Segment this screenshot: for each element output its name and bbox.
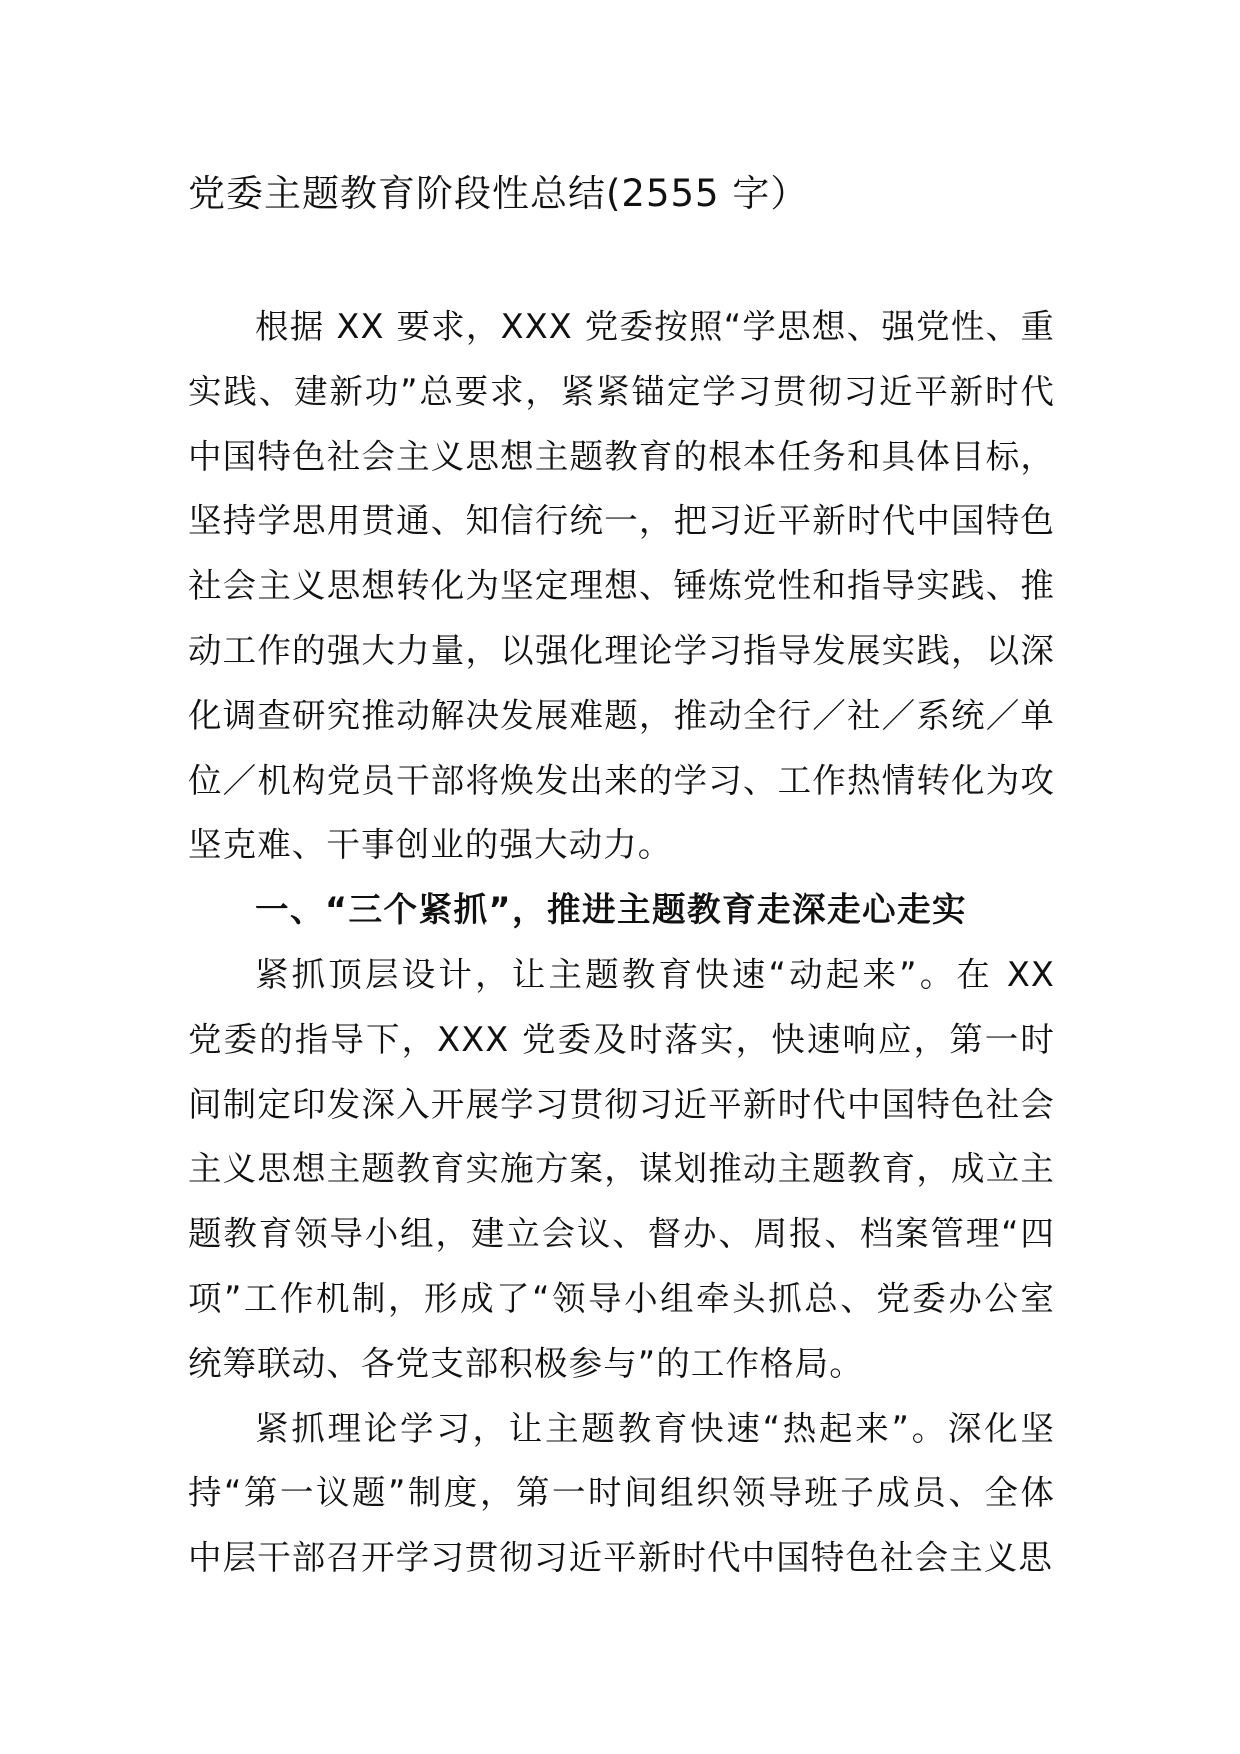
paragraph-theory-study: 紧抓理论学习，让主题教育快速“热起来”。深化坚持“第一议题”制度，第一时间组织领导班子成员、全体中层干部召开学习贯彻习近平新时代中国特色社会主义思	[188, 1408, 1055, 1578]
paragraph-top-level-design: 紧抓顶层设计，让主题教育快速“动起来”。在 XX 党委的指导下，XXX 党委及时落实，快速响应，第一时间制定印发深入开展学习贯彻习近平新时代中国特色社会主义思想主题教育实施方案，谋划推动主题教育，成立主题教育领导小组，建立会议、督办、周报、档案管理“四项”工作机制，形成了“领导小组牵头抓总、党委办公室统筹联动、各党支部积极参与”的工作格局。	[188, 954, 1055, 1383]
section-heading-1: 一、“三个紧抓”，推进主题教育走深走心走实	[255, 890, 968, 930]
document-body	[188, 295, 1055, 1591]
paragraph-intro: 根据 XX 要求，XXX 党委按照“学思想、强党性、重实践、建新功”总要求，紧紧锚定学习贯彻习近平新时代中国特色社会主义思想主题教育的根本任务和具体目标，坚持学思用贯通、知信行统一，把习近平新时代中国特色社会主义思想转化为坚定理想、锤炼党性和指导实践、推动工作的强大力量，以强化理论学习指导发展实践，以深化调查研究推动解决发展难题，推动全行／社／系统／单位／机构党员干部将焕发出来的学习、工作热情转化为攻坚克难、干事创业的强大动力。	[188, 307, 1055, 865]
document-title: 党委主题教育阶段性总结(2555 字）	[188, 172, 809, 215]
